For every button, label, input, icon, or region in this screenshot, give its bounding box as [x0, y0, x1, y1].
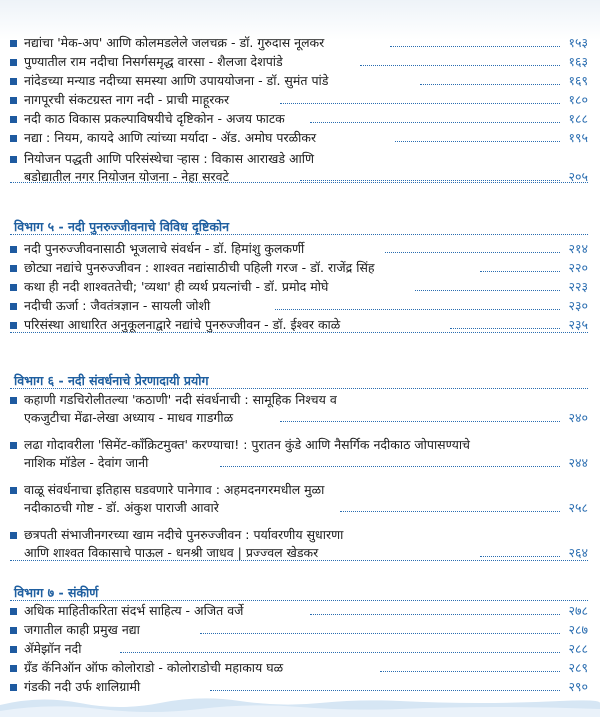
bullet-icon [10, 665, 17, 672]
leader-dots [480, 556, 560, 557]
leader-dots [280, 421, 560, 422]
page-number: २५८ [568, 500, 588, 515]
leader-dots [415, 290, 560, 291]
toc-entry[interactable] [10, 640, 588, 657]
entry-title: नांदेडच्या मन्याड नदीच्या समस्या आणि उपाययोजना - डॉ. सुमंत पांडे [24, 73, 329, 88]
bullet-icon [10, 97, 17, 104]
bullet-icon [10, 608, 17, 615]
section-divider [10, 332, 588, 333]
entry-title: ग्रँड कॅनिऑन ऑफ कोलोराडो - कोलोराडोची महाकाय घळ [24, 660, 284, 675]
toc-entry[interactable] [10, 53, 588, 70]
entry-title: नद्यांचा 'मेक-अप' आणि कोलमडलेले जलचक्र - डॉ. गुरुदास नूलकर [24, 35, 325, 50]
entry-title-cont: बडोद्यातील नगर नियोजन योजना - नेहा सरवटे [24, 169, 229, 184]
page-number: २४४ [568, 455, 588, 470]
entry-title: छत्रपती संभाजीनगरच्या खाम नदीचे पुनरुज्जीवन : पर्यावरणीय सुधारणा [24, 527, 344, 542]
leader-dots [275, 309, 560, 310]
leader-dots [360, 65, 560, 66]
entry-title: कथा ही नदी शाश्वततेची; 'व्यथा' ही व्यर्थ प्रयत्नांची - डॉ. प्रमोद मोघे [24, 279, 329, 294]
entry-title: नद्या : नियम, कायदे आणि त्यांच्या मर्यादा - ॲड. अमोघ परळीकर [24, 130, 317, 145]
leader-dots [420, 84, 560, 85]
page-number: २३५ [568, 317, 588, 332]
bullet-icon [10, 684, 17, 691]
page-number: २८८ [568, 641, 588, 656]
toc-entry[interactable] [10, 129, 588, 146]
leader-dots [280, 103, 560, 104]
leader-dots [310, 122, 560, 123]
bullet-icon [10, 397, 17, 404]
page-number: १५३ [568, 35, 588, 50]
leader-dots [390, 46, 560, 47]
page-number: १६३ [568, 54, 588, 69]
bullet-icon [10, 284, 17, 291]
entry-title: अधिक माहितीकरिता संदर्भ साहित्य - अजित वर्जे [24, 603, 244, 618]
page-number: २७८ [568, 603, 588, 618]
section-divider [10, 388, 588, 389]
page-number: १९५ [568, 130, 588, 145]
toc-entry[interactable] [10, 240, 588, 257]
entry-title: जगातील काही प्रमुख नद्या [24, 622, 140, 637]
toc-entry[interactable] [10, 72, 588, 89]
page-number: २२० [568, 260, 588, 275]
entry-title: नियोजन पद्धती आणि परिसंस्थेचा ऱ्हास : विकास आराखडे आणि [24, 151, 315, 166]
toc-entry[interactable] [10, 526, 588, 562]
bullet-icon [10, 265, 17, 272]
entry-title-cont: एकजुटीचा मेंढा-लेखा अध्याय - माधव गाडगीळ [24, 410, 234, 425]
bullet-icon [10, 246, 17, 253]
bullet-icon [10, 646, 17, 653]
page-number: २९० [568, 679, 588, 694]
toc-entry[interactable] [10, 621, 588, 638]
toc-entry[interactable] [10, 436, 588, 472]
bullet-icon [10, 532, 17, 539]
leader-dots [395, 141, 560, 142]
toc-entry[interactable] [10, 150, 588, 186]
bullet-icon [10, 627, 17, 634]
entry-title: नदी पुनरुज्जीवनासाठी भूजलाचे संवर्धन - डॉ. हिमांशु कुलकर्णी [24, 241, 305, 256]
entry-title: ॲमेझॉन नदी [24, 641, 82, 656]
entry-title: परिसंस्था आधारित अनुकूलनाद्वारे नद्यांचे पुनरुज्जीवन - डॉ. ईश्वर काळे [24, 317, 341, 332]
leader-dots [220, 466, 560, 467]
page-number: २३० [568, 298, 588, 313]
bullet-icon [10, 59, 17, 66]
entry-title-cont: नदीकाठची गोष्ट - डॉ. अंकुश पाराजी आवारे [24, 500, 219, 515]
entry-title: नदीची ऊर्जा : जैवतंत्रज्ञान - सायली जोशी [24, 298, 211, 313]
entry-title: नागपूरची संकटग्रस्त नाग नदी - प्राची माहूरकर [24, 92, 230, 107]
section-heading: विभाग ७ - संकीर्ण [14, 585, 99, 600]
leader-dots [385, 252, 560, 253]
entry-title: नदी काठ विकास प्रकल्पाविषयीचे दृष्टिकोन - अजय फाटक [24, 111, 285, 126]
entry-title-cont: आणि शाश्वत विकासाचे पाऊल - धनश्री जाधव | प्रज्ज्वल खेडकर [24, 545, 319, 560]
entry-title: गंडकी नदी उर्फ शालिग्रामी [24, 679, 141, 694]
section-heading: विभाग ५ - नदी पुनरुज्जीवनाचे विविध दृष्टिकोन [14, 219, 230, 234]
leader-dots [200, 633, 560, 634]
toc-entry[interactable] [10, 659, 588, 676]
page-number: २८९ [568, 660, 588, 675]
toc-entry[interactable] [10, 316, 588, 333]
leader-dots [380, 671, 560, 672]
toc-entry[interactable] [10, 278, 588, 295]
leader-dots [300, 180, 560, 181]
entry-title: छोट्या नद्यांचे पुनरुज्जीवन : शाश्वत नद्यांसाठीची पहिली गरज - डॉ. राजेंद्र सिंह [24, 260, 375, 275]
entry-title-cont: नाशिक मॉडेल - देवांग जानी [24, 455, 149, 470]
toc-entry[interactable] [10, 34, 588, 51]
page-number: १६९ [568, 73, 588, 88]
bullet-icon [10, 303, 17, 310]
leader-dots [480, 271, 560, 272]
bullet-icon [10, 135, 17, 142]
toc-entry[interactable] [10, 481, 588, 517]
entry-title: लढा गोदावरीला 'सिमेंट-कॉंक्रिटमुक्त' करण्याचा! : पुरातन कुंडे आणि नैसर्गिक नदीकाठ जोपासण्याचे [24, 437, 470, 452]
bullet-icon [10, 156, 17, 163]
toc-entry[interactable] [10, 391, 588, 427]
toc-entry[interactable] [10, 259, 588, 276]
bullet-icon [10, 116, 17, 123]
leader-dots [450, 328, 560, 329]
toc-entry[interactable] [10, 602, 588, 619]
page-number: २२३ [568, 279, 588, 294]
page-number: २१४ [568, 241, 588, 256]
bullet-icon [10, 78, 17, 85]
bullet-icon [10, 322, 17, 329]
toc-entry[interactable] [10, 110, 588, 127]
toc-entry[interactable] [10, 91, 588, 108]
decorative-waves [0, 691, 600, 717]
page-number: १८८ [568, 111, 588, 126]
page-number: २०५ [568, 169, 588, 184]
toc-entry[interactable] [10, 297, 588, 314]
page-number: २४० [568, 410, 588, 425]
page-number: २८७ [568, 622, 588, 637]
bullet-icon [10, 487, 17, 494]
entry-title: पुण्यातील राम नदीचा निसर्गसमृद्ध वारसा - शैलजा देशपांडे [24, 54, 283, 69]
leader-dots [340, 511, 560, 512]
section-divider [10, 560, 588, 561]
entry-title: वाळू संवर्धनाचा इतिहास घडवणारे पानेगाव : अहमदनगरमधील मुळा [24, 482, 325, 497]
page-number: १८० [568, 92, 588, 107]
section-divider [10, 182, 588, 183]
bullet-icon [10, 442, 17, 449]
entry-title: कहाणी गडचिरोलीतल्या 'कठाणी' नदी संवर्धनाची : सामूहिक निश्चय व [24, 392, 337, 407]
leader-dots [310, 614, 560, 615]
section-heading: विभाग ६ - नदी संवर्धनाचे प्रेरणादायी प्रयोग [14, 373, 209, 388]
section-divider [10, 600, 588, 601]
bullet-icon [10, 40, 17, 47]
section-divider [10, 234, 588, 235]
leader-dots [120, 652, 560, 653]
page-number: २६४ [568, 545, 588, 560]
